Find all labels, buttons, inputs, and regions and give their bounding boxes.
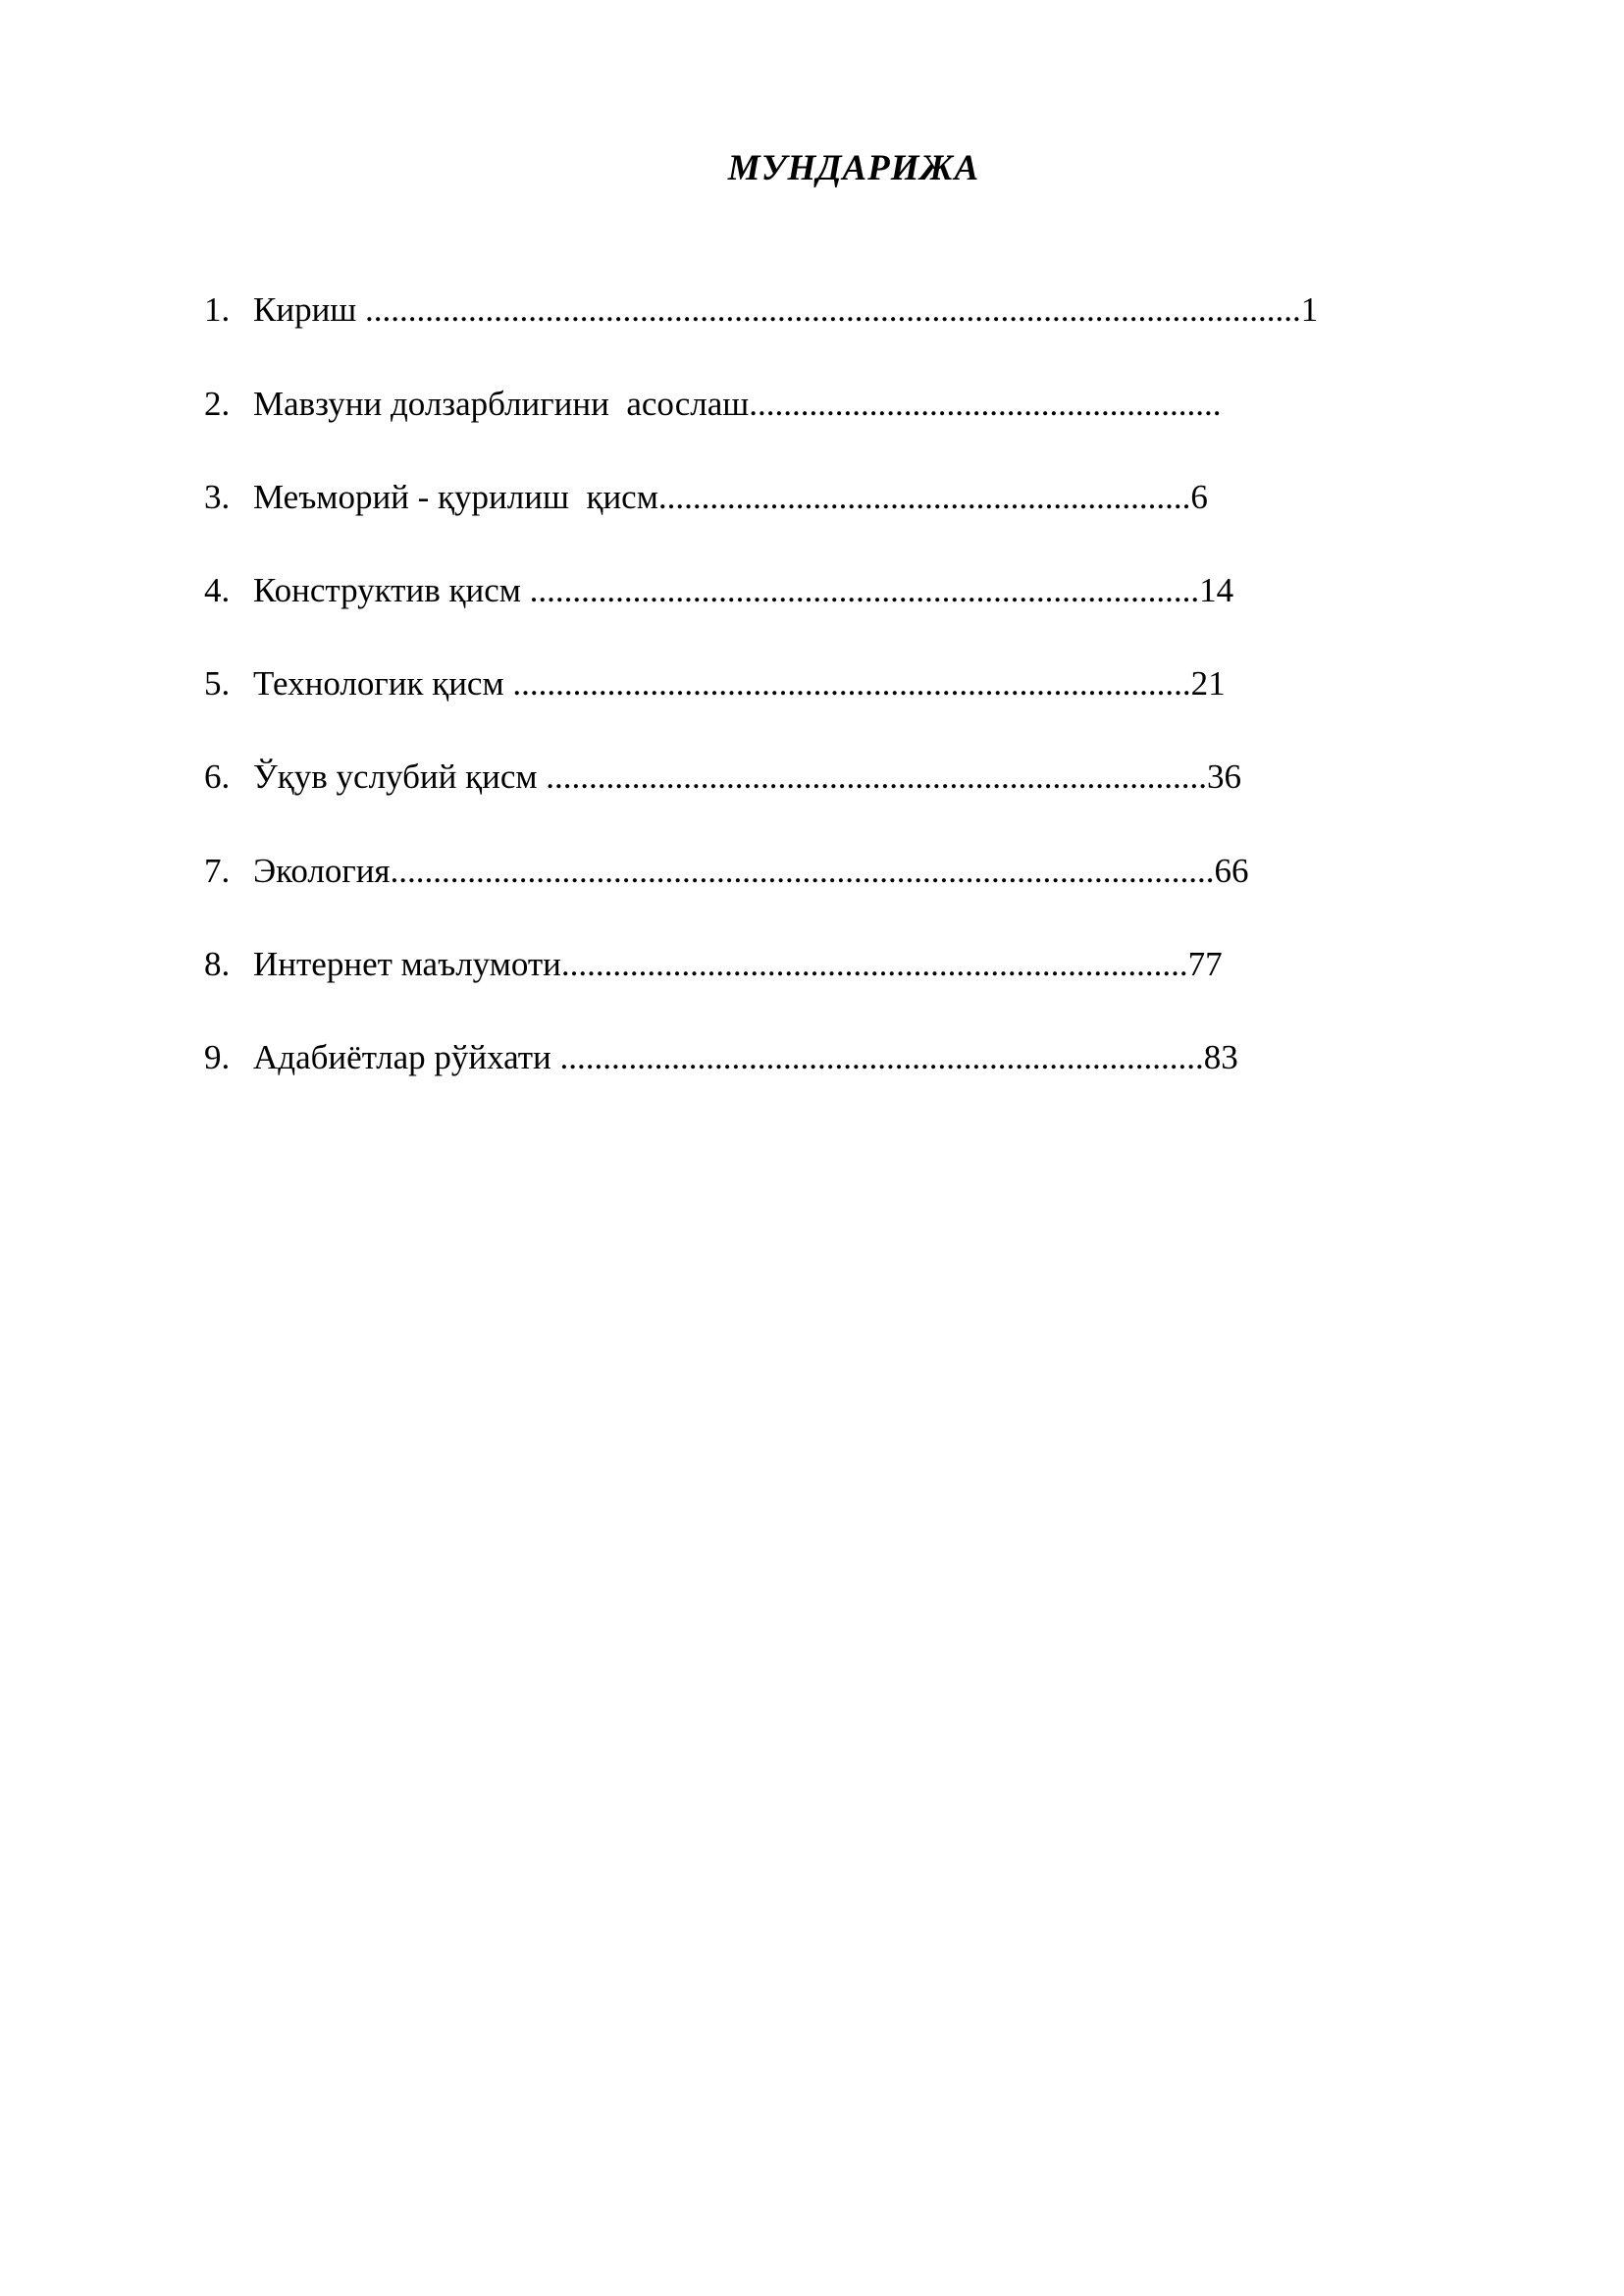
toc-entry-number: 4. [204,571,231,609]
toc-entry-page: 77 [1187,945,1223,983]
toc-entry-title: Экология [253,852,391,890]
toc-entry-leader: ............................................................................................................. [365,290,1301,329]
toc-entry-number: 8. [204,945,231,983]
toc-entry-number: 2. [204,385,231,423]
toc-entry-title: Конструктив қисм [253,571,530,609]
toc-entry-title: Ўқув услубий қисм [253,757,547,796]
toc-entry-page: 1 [1300,290,1319,329]
toc-entry-leader: .............................................................. [657,478,1191,516]
toc-entry-page: 21 [1190,664,1226,703]
toc-entry [204,1034,1421,1081]
toc-entry-leader: ........................................................................... [559,1038,1204,1076]
toc-entry-title: Технологик қисм [253,664,513,703]
toc-entry [204,287,1401,334]
toc-entry-number: 3. [204,478,231,516]
toc-entry-number: 5. [204,664,231,703]
toc-entry-page: 66 [1214,852,1249,890]
toc-entry [204,660,1421,707]
toc-entry-number: 9. [204,1038,231,1076]
toc-entry-page: 6 [1190,478,1208,516]
toc-entry-page: 36 [1207,757,1242,796]
toc-entry [204,381,1391,428]
toc-entry-title: Адабиётлар рўйхати [253,1038,560,1076]
toc-entry-number: 1. [204,290,231,329]
toc-entry [204,567,1421,614]
toc-entry-leader: ....................................................... [749,385,1222,423]
toc-entry-page: 14 [1199,571,1234,609]
toc-entry-leader: ............................................................................... [512,664,1191,703]
toc-entry [204,754,1426,801]
toc-entry [204,848,1431,895]
toc-entry-leader: ............................................................................. [546,757,1208,796]
toc-entry-title: Мавзуни долзарблигини асослаш [253,385,750,423]
toc-entry-leader: ......................................................................... [560,945,1188,983]
toc-entry-title: Кириш [253,290,366,329]
toc-entry-number: 7. [204,852,231,890]
toc-entry-leader: .............................................................................. [529,571,1200,609]
toc-entry [204,941,1421,988]
toc-entry-page: 83 [1203,1038,1238,1076]
toc-entry-leader: ................................................................................................ [390,852,1215,890]
page-title: МУНДАРИЖА [727,148,980,188]
toc-entry-title: Меъморий - қурилиш қисм [253,478,658,516]
toc-entry [204,474,1411,521]
toc-entry-number: 6. [204,757,231,796]
toc-entry-title: Интернет маълумоти [253,945,561,983]
